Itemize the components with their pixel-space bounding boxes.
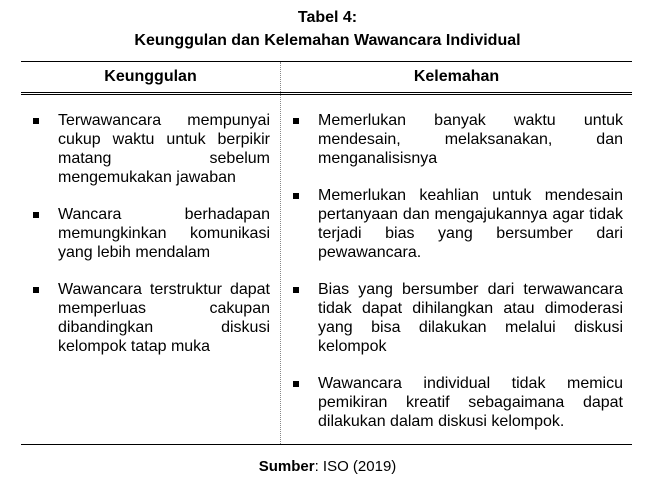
bullet-icon (293, 287, 299, 293)
keunggulan-list (30, 111, 270, 374)
source-note (0, 457, 655, 477)
source-text: : ISO (2019) (314, 458, 397, 475)
list-item-text: Memerlukan banyak waktu untuk mendesain, melaksanakan, dan menganalisisnya (318, 112, 623, 167)
bullet-icon (33, 287, 39, 293)
table-title: Keunggulan dan Kelemahan Wawancara Individual (134, 32, 521, 49)
list-item-text: Wancara berhadapan memungkinkan komunikasi yang lebih mendalam (58, 206, 270, 261)
kelemahan-list (290, 111, 623, 449)
header-kelemahan: Kelemahan (413, 68, 500, 85)
bullet-icon (33, 212, 39, 218)
list-item (290, 280, 623, 356)
list-item (290, 186, 623, 262)
bullet-icon (293, 118, 299, 124)
list-item (290, 374, 623, 431)
list-item (30, 205, 270, 262)
column-divider (280, 62, 281, 444)
list-item (30, 280, 270, 356)
list-item-text: Wawancara terstruktur dapat memperluas cakupan dibandingkan diskusi kelompok tatap muka (58, 281, 270, 355)
list-item (30, 111, 270, 187)
list-item-text: Memerlukan keahlian untuk mendesain pertanyaan dan mengajukannya agar tidak terjadi bias yang bersumber dari pewawancara. (318, 187, 623, 261)
header-divider (21, 92, 632, 93)
list-item-text: Bias yang bersumber dari terwawancara tidak dapat dihilangkan atau dimoderasi yang bisa dilakukan melalui diskusi kelompok (318, 281, 623, 355)
source-label: Sumber (258, 458, 315, 475)
header-divider-double (21, 94, 632, 95)
bullet-icon (293, 193, 299, 199)
list-item (290, 111, 623, 168)
list-item-text: Terwawancara mempunyai cukup waktu untuk berpikir matang sebelum mengemukakan jawaban (58, 112, 270, 186)
list-item-text: Wawancara individual tidak memicu pemikiran kreatif sebagaimana dapat dilakukan dalam diskusi kelompok. (318, 375, 623, 430)
table-number: Tabel 4: (297, 9, 358, 26)
bullet-icon (293, 381, 299, 387)
header-keunggulan: Keunggulan (104, 68, 197, 85)
comparison-table (21, 61, 632, 445)
bullet-icon (33, 118, 39, 124)
